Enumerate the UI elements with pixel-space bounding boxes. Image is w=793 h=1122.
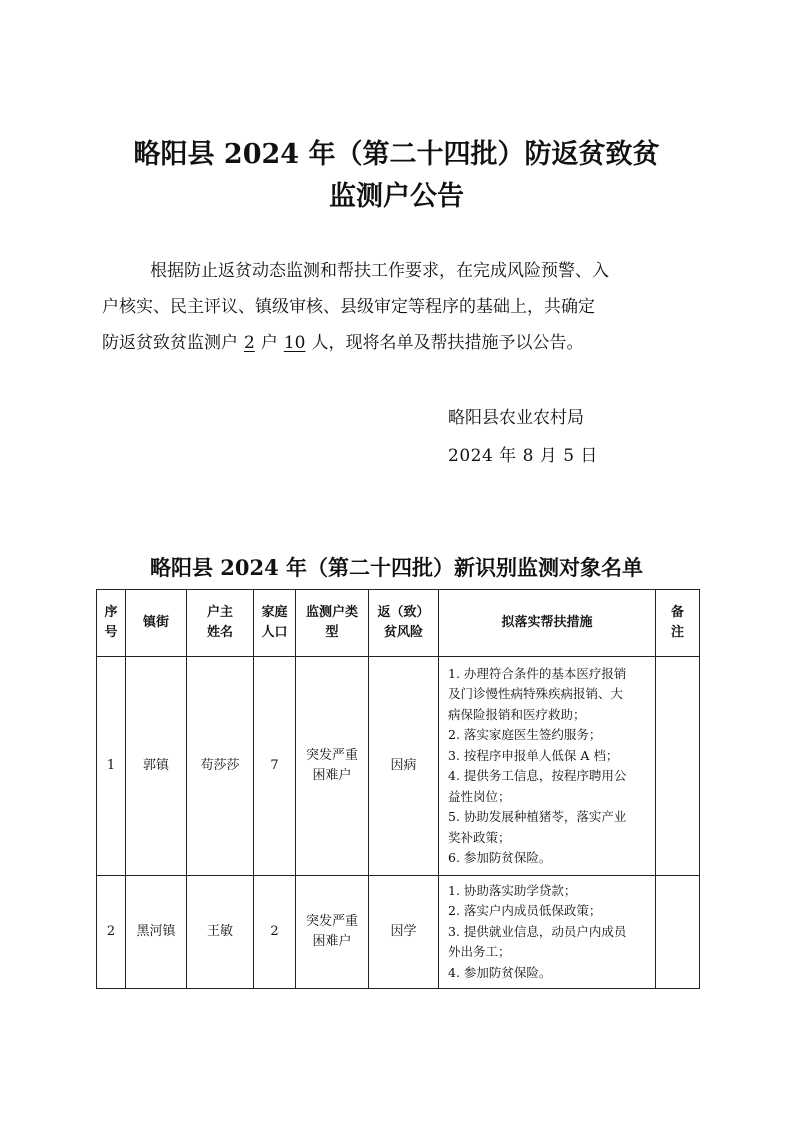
cell-size: 7 xyxy=(254,657,296,876)
household-count: 2 xyxy=(244,333,255,353)
table-row xyxy=(97,657,700,876)
cell-town: 黑河镇 xyxy=(126,876,187,989)
cell-type: 突发严重 困难户 xyxy=(296,876,369,989)
table-row xyxy=(97,876,700,989)
body-line-3-suffix: 人，现将名单及帮扶措施予以公告。 xyxy=(311,333,584,353)
header-head: 户主 姓名 xyxy=(187,590,254,657)
header-size: 家庭 人口 xyxy=(254,590,296,657)
table-header-row xyxy=(97,590,700,657)
announcement-title-line2: 监测户公告 xyxy=(329,181,464,212)
cell-note xyxy=(656,876,700,989)
header-town: 镇街 xyxy=(126,590,187,657)
cell-type: 突发严重 困难户 xyxy=(296,657,369,876)
cell-town: 郭镇 xyxy=(126,657,187,876)
body-line-3-prefix: 防返贫致贫监测户 xyxy=(102,333,238,353)
announcement-body xyxy=(102,253,702,361)
body-line-2: 户核实、民主评议、镇级审核、县级审定等程序的基础上，共确定 xyxy=(102,297,595,317)
signature-organization: 略阳县农业农村局 xyxy=(448,408,584,428)
person-count: 10 xyxy=(283,333,306,353)
cell-head: 苟莎莎 xyxy=(187,657,254,876)
cell-measures: 1. 协助落实助学贷款； 2. 落实户内成员低保政策； 3. 提供就业信息，动员户内成员 外出务工； 4. 参加防贫保险。 xyxy=(439,876,656,989)
cell-head: 王敏 xyxy=(187,876,254,989)
signature-date: 2024 年 8 月 5 日 xyxy=(448,446,598,466)
list-title: 略阳县 2024 年（第二十四批）新识别监测对象名单 xyxy=(149,555,644,580)
body-line-3 xyxy=(102,325,702,361)
body-line-1: 根据防止返贫动态监测和帮扶工作要求，在完成风险预警、入 xyxy=(150,261,609,281)
cell-note xyxy=(656,657,700,876)
cell-risk: 因病 xyxy=(369,657,439,876)
cell-measures: 1. 办理符合条件的基本医疗报销 及门诊慢性病特殊疾病报销、大 病保险报销和医疗救助； 2. 落实家庭医生签约服务； 3. 按程序申报单人低保 A 档； 4. 提供务工信息，按程序聘用公 益性岗位； 5. 协助发展种植猪苓，落实产业 奖补政策； 6. 参加防贫保险。 xyxy=(439,657,656,876)
cell-size: 2 xyxy=(254,876,296,989)
header-note: 备 注 xyxy=(656,590,700,657)
body-line-3-mid: 户 xyxy=(260,333,278,353)
header-type: 监测户类 型 xyxy=(296,590,369,657)
header-seq: 序 号 xyxy=(97,590,126,657)
cell-seq: 1 xyxy=(97,657,126,876)
announcement-title-line1: 略阳县 2024 年（第二十四批）防返贫致贫 xyxy=(133,139,660,170)
cell-risk: 因学 xyxy=(369,876,439,989)
header-risk: 返（致） 贫风险 xyxy=(369,590,439,657)
monitoring-list-table xyxy=(96,589,700,989)
header-measures: 拟落实帮扶措施 xyxy=(439,590,656,657)
cell-seq: 2 xyxy=(97,876,126,989)
